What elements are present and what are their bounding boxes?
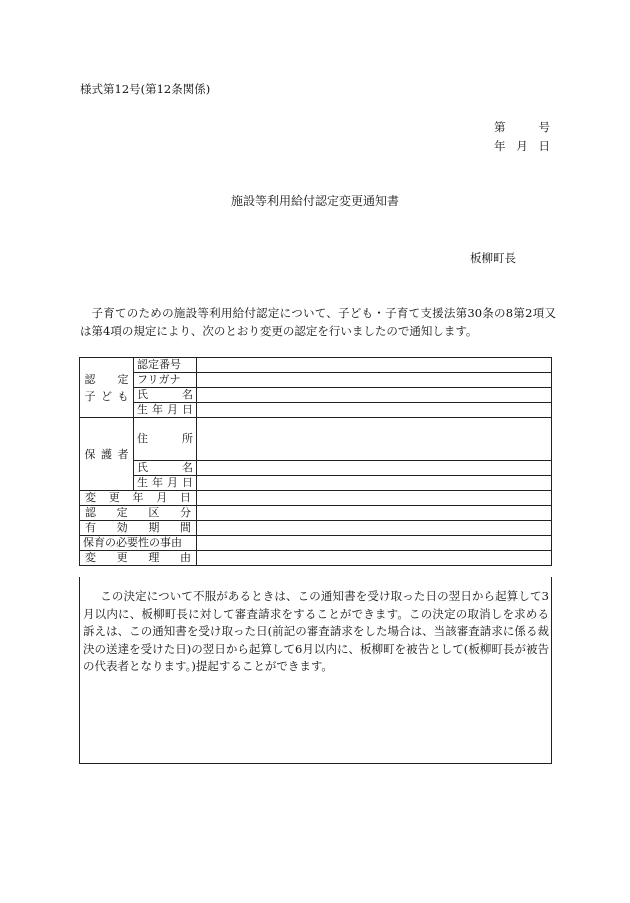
form-row-valid-period <box>80 521 552 536</box>
guardian-birthdate-value[interactable] <box>197 476 552 491</box>
form-row-guardian-address <box>80 418 552 461</box>
furigana-label: フリガナ <box>134 373 197 388</box>
change-date-label: 変 更 年 月 日 <box>80 491 197 506</box>
form-row-change-date <box>80 491 552 506</box>
guardian-address-value[interactable] <box>197 418 552 461</box>
form-number: 様式第12号(第12条関係) <box>80 82 211 96</box>
guardian-name-value[interactable] <box>197 461 552 476</box>
appeal-notice <box>83 588 549 676</box>
date-year: 年 <box>494 139 506 153</box>
intro-paragraph <box>80 304 556 340</box>
cert-category-value[interactable] <box>197 506 552 521</box>
change-reason-label: 変 更 理 由 <box>80 551 197 566</box>
change-date-value[interactable] <box>197 491 552 506</box>
child-group-label: 認 定 子 ど も <box>80 358 134 418</box>
form-row-furigana <box>80 373 552 388</box>
form-row-guardian-name <box>80 461 552 476</box>
form-row-cert-number <box>80 358 552 373</box>
valid-period-value[interactable] <box>197 521 552 536</box>
child-name-label: 氏 名 <box>134 388 197 403</box>
necessity-reason-label: 保育の必要性の事由 <box>80 536 197 551</box>
form-row-necessity-reason <box>80 536 552 551</box>
child-birthdate-value[interactable] <box>197 403 552 418</box>
document-number-suffix: 号 <box>538 120 550 134</box>
guardian-group-label: 保 護 者 <box>80 418 134 491</box>
document-date <box>494 138 550 154</box>
child-birthdate-label: 生 年 月 日 <box>134 403 197 418</box>
form-row-change-reason <box>80 551 552 566</box>
guardian-address-label: 住 所 <box>134 418 197 461</box>
document-number <box>494 119 550 135</box>
cert-number-label: 認定番号 <box>134 358 197 373</box>
guardian-birthdate-label: 生 年 月 日 <box>134 476 197 491</box>
form-row-cert-category <box>80 506 552 521</box>
form-row-child-name <box>80 388 552 403</box>
intro-text: 子育てのための施設等利用給付認定について、子ども・子育て支援法第30条の8第2項又は第4項の規定により、次のとおり変更の認定を行いましたので通知します。 <box>80 306 556 338</box>
appeal-notice-text: この決定について不服があるときは、この通知書を受け取った日の翌日から起算して3月以内に、板柳町長に対して審査請求をすることができます。この決定の取消しを求める訴えは、この通知書を受け取った日(前記の審査請求をした場合は、当該審査請求に係る裁決の送達を受けた日)の翌日から起算して6月以内に、板柳町を被告として(板柳町長が被告の代表者となります。)提起することができます。 <box>83 589 549 674</box>
form-row-guardian-birthdate <box>80 476 552 491</box>
document-number-prefix: 第 <box>494 120 506 134</box>
valid-period-label: 有 効 期 間 <box>80 521 197 536</box>
form-row-child-birthdate <box>80 403 552 418</box>
date-month: 月 <box>516 139 528 153</box>
necessity-reason-value[interactable] <box>197 536 552 551</box>
child-name-value[interactable] <box>197 388 552 403</box>
change-reason-value[interactable] <box>197 551 552 566</box>
furigana-value[interactable] <box>197 373 552 388</box>
cert-number-value[interactable] <box>197 358 552 373</box>
cert-category-label: 認 定 区 分 <box>80 506 197 521</box>
date-day: 日 <box>538 139 550 153</box>
guardian-name-label: 氏 名 <box>134 461 197 476</box>
issuer-name: 板柳町長 <box>470 251 516 265</box>
document-title: 施設等利用給付認定変更通知書 <box>230 194 399 208</box>
certification-change-form <box>79 357 552 566</box>
